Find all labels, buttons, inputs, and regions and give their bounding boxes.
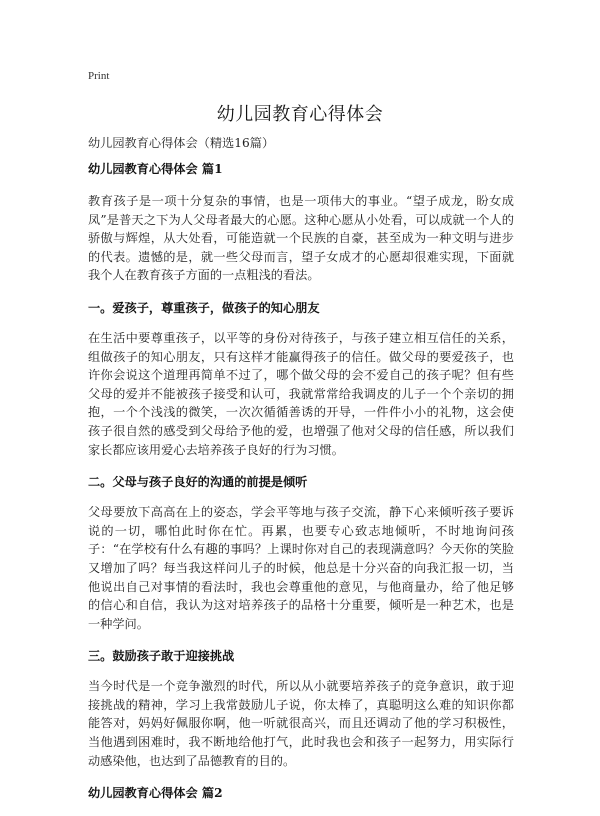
- section-2-paragraph: 父母要放下高高在上的姿态，学会平等地与孩子交流，静下心来倾听孩子要诉说的一切，哪怕此时你在忙。再累，也要专心致志地倾听，不时地询问孩子：“在学校有什么有趣的事吗？上课时你对自己的表现满意吗？今天你的笑脸又增加了吗？每当我这样问儿子的时候，他总是十分兴奋的向我汇报一切，当他说出自己对事情的看法时，我也会尊重他的意见，与他商量办，给了他足够的信心和自信，我认为这对培养孩子的品格十分重要，倾听是一种艺术，也是一种学问。: [88, 505, 514, 631]
- print-link[interactable]: Print: [88, 70, 110, 82]
- section-1-paragraph: 在生活中要尊重孩子，以平等的身份对待孩子，与孩子建立相互信任的关系，组做孩子的知心朋友，只有这样才能赢得孩子的信任。做父母的要爱孩子，也许你会说这个道理再简单不过了，哪个做父母的会不爱自己的孩子呢？但有些父母的爱并不能被孩子接受和认可，我就常常给我调皮的儿子一个个亲切的拥抱，一个个浅浅的微笑，一次次循循善诱的开导，一件件小小的礼物，这会使孩子很自然的感受到父母给予他的爱，也增强了他对父母的信任感，所以我们家长都应该用爱心去培养孩子良好的行为习惯。: [88, 330, 514, 457]
- section-1-heading: 一。爱孩子，尊重孩子，做孩子的知心朋友: [88, 300, 320, 315]
- section-3-paragraph: 当今时代是一个竞争激烈的时代，所以从小就要培养孩子的竞争意识，敢于迎接挑战的精神，学习上我常鼓励儿子说，你太棒了，真聪明这么难的知识你都能答对，妈妈好佩服你啊，他一听就很高兴，而且还调动了他的学习积极性，当他遇到困难时，我不断地给他打气，此时我也会和孩子一起努力，用实际行动感染他，也达到了品德教育的目的。: [88, 679, 514, 768]
- part-2-heading: 幼儿园教育心得体会 篇2: [88, 786, 223, 801]
- intro-paragraph: 教育孩子是一项十分复杂的事情，也是一项伟大的事业。“望子成龙，盼女成凤”是普天之下为人父母者最大的心愿。这种心愿从小处看，可以成就一个人的骄傲与辉煌，从大处看，可能造就一个民族的自豪，甚至成为一种文明与进步的代表。遗憾的是，就一些父母而言，望子女成才的心愿却很难实现，下面就我个人在教育孩子方面的一点粗浅的看法。: [88, 194, 514, 283]
- document-title: 幼儿园教育心得体会: [216, 104, 384, 125]
- section-2-heading: 二。父母与孩子良好的沟通的前提是倾听: [88, 475, 308, 490]
- section-3-heading: 三。鼓励孩子敢于迎接挑战: [88, 649, 235, 664]
- document-subtitle: 幼儿园教育心得体会（精选16篇）: [88, 136, 275, 150]
- document-body: [88, 160, 514, 816]
- part-1-heading: 幼儿园教育心得体会 篇1: [88, 162, 223, 176]
